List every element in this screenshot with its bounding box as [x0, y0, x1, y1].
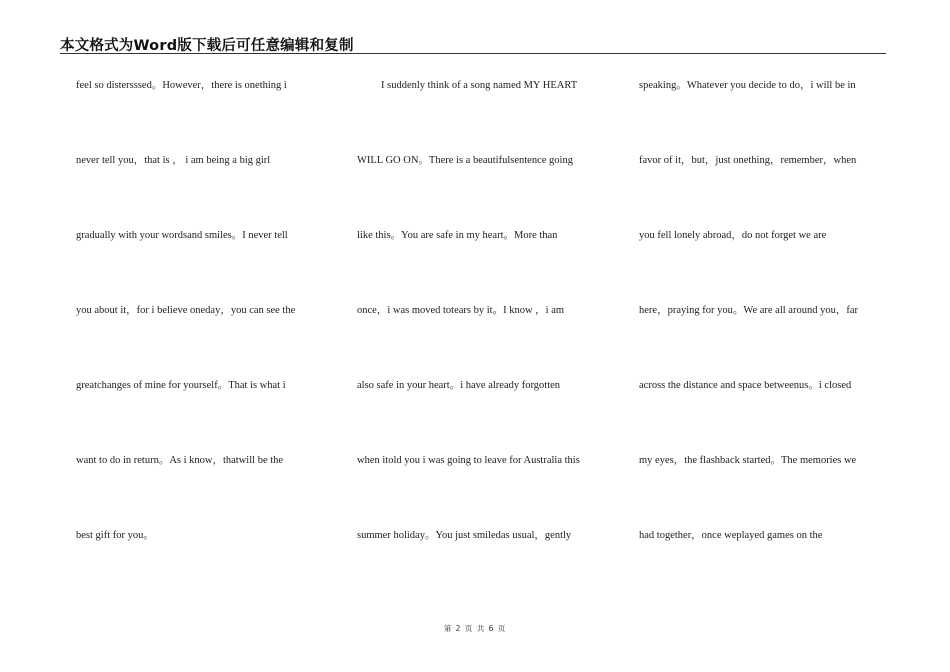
text-line: never tell you，that is ， i am being a big girl [76, 155, 271, 166]
text-line: across the distance and space betweenus。i closed [639, 380, 852, 391]
text-line: feel so distersssed。However，there is onething i [76, 80, 287, 91]
text-line: best gift for you。 [76, 530, 154, 541]
text-line: had together，once weplayed games on the [639, 530, 823, 541]
text-line: also safe in your heart。i have already forgotten [357, 380, 561, 391]
text-line: once，i was moved totears by it。I know ，i am [357, 305, 565, 316]
text-line: speaking。Whatever you decide to do，i will be in [639, 80, 856, 91]
text-line: my eyes，the flashback started。The memories we [639, 455, 857, 466]
text-line: I suddenly think of a song named MY HEART [381, 80, 578, 91]
text-line: when itold you i was going to leave for Australia this [357, 455, 580, 466]
document-header-title: 本文格式为Word版下载后可任意编辑和复制 [60, 38, 354, 54]
text-line: greatchanges of mine for yourself。That is what i [76, 380, 286, 391]
header-divider [60, 53, 886, 54]
text-line: you about it，for i believe oneday，you can see the [76, 305, 296, 316]
text-line: you fell lonely abroad，do not forget we are [639, 230, 827, 241]
text-line: favor of it，but，just onething，remember，when [639, 155, 857, 166]
page-number-footer: 第 2 页 共 6 页 [443, 624, 507, 633]
text-line: like this。You are safe in my heart。More than [357, 230, 558, 241]
text-line: summer holiday。You just smiledas usual，gently [357, 530, 572, 541]
text-line: gradually with your wordsand smiles。I never tell [76, 230, 288, 241]
text-line: want to do in return。As i know，thatwill be the [76, 455, 284, 466]
text-line: WILL GO ON。There is a beautifulsentence going [357, 155, 573, 166]
text-line: here，praying for you。We are all around you，far [639, 305, 858, 316]
